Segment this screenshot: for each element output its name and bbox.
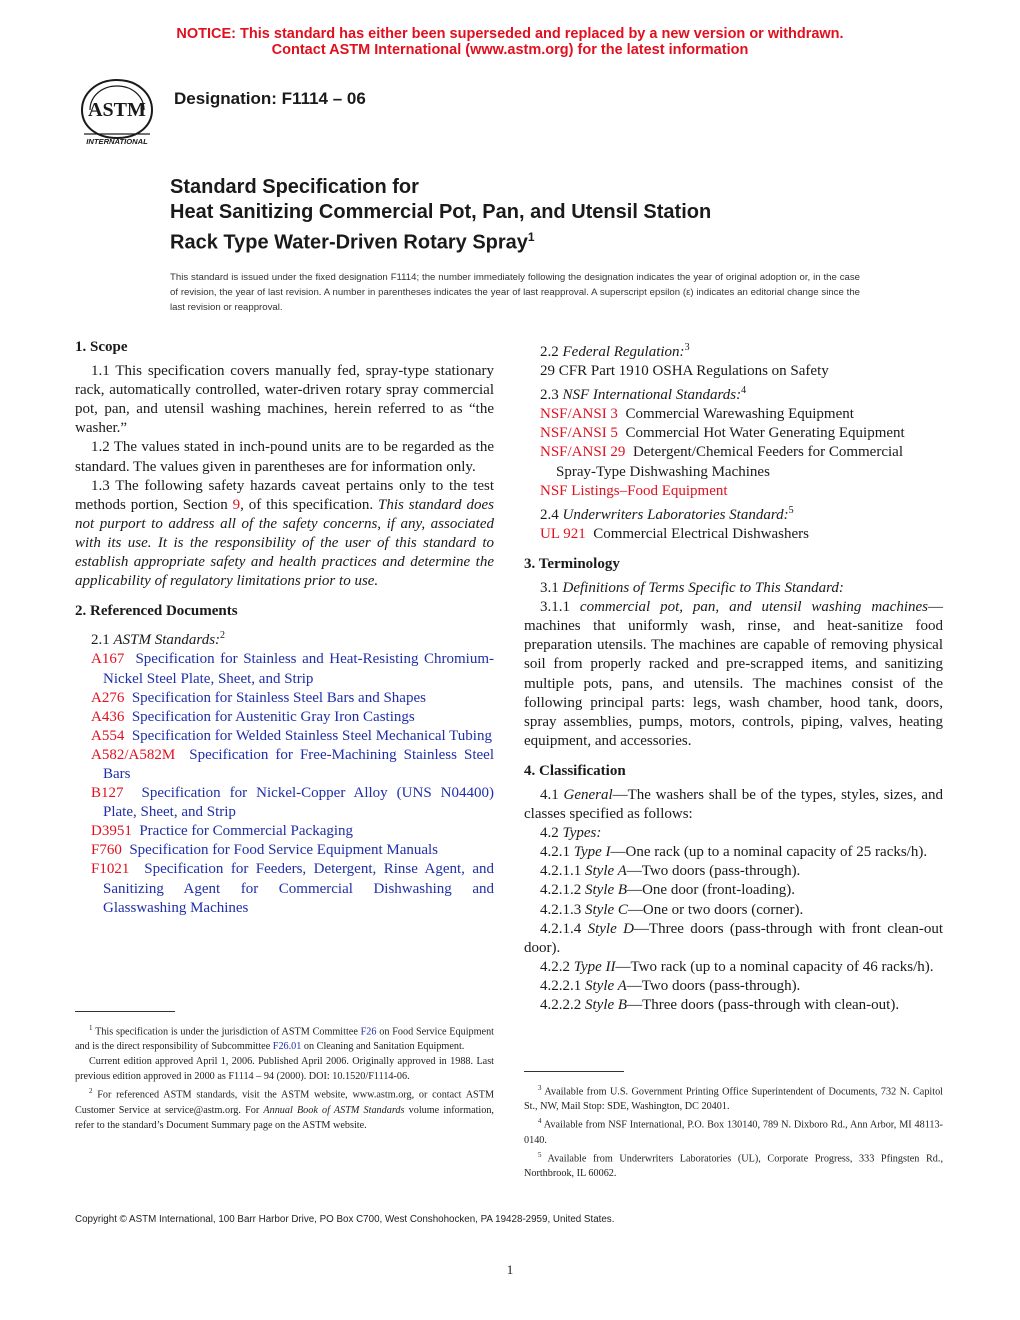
logo-subtext: INTERNATIONAL xyxy=(86,137,148,146)
title-line-3: Rack Type Water-Driven Rotary Spray xyxy=(170,231,528,254)
reference-title-link[interactable]: Specification for Nickel-Copper Alloy (UNS N04400) Plate, Sheet, and Strip xyxy=(103,785,494,821)
reference-code-link[interactable]: B127 xyxy=(91,785,124,802)
ul-921-link[interactable]: UL 921 xyxy=(540,525,586,542)
classification-item xyxy=(524,881,943,900)
classification-name: Style C xyxy=(585,901,628,918)
classification-item xyxy=(524,996,943,1015)
nsf-standards-list xyxy=(524,405,943,500)
classification-text: —One rack (up to a nominal capacity of 25 racks/h). xyxy=(610,844,928,861)
notice-line-2: Contact ASTM International (www.astm.org) for the latest information xyxy=(271,42,749,58)
reference-item xyxy=(75,746,494,784)
classification-item xyxy=(524,977,943,996)
section-9-link[interactable]: 9 xyxy=(232,496,241,513)
nsf-title: Detergent/Chemical Feeders for Commercial Spray-Type Dishwashing Machines xyxy=(556,444,903,480)
footnote-2: $^2$ For referenced ASTM standards, visit the ASTM website, www.astm.org, or contact ASTM Customer Service at service@astm.org. For Annual Book of ASTM Standards volume information, refer to the standard’s Document Summary page on the ASTM website. xyxy=(75,1087,494,1131)
classification-item xyxy=(524,843,943,862)
designation: Designation: F1114 – 06 xyxy=(174,89,366,108)
reference-title-link[interactable]: Practice for Commercial Packaging xyxy=(139,823,354,840)
classification-4-2: 4.2 Types: xyxy=(540,825,602,842)
title-footnote-ref: 1 xyxy=(527,230,535,244)
reference-title-link[interactable]: Specification for Stainless and Heat-Resisting Chromium-Nickel Steel Plate, Sheet, and Strip xyxy=(103,651,494,687)
classification-text: —Two doors (pass-through). xyxy=(626,863,801,880)
classification-text: —One door (front-loading). xyxy=(627,882,795,899)
logo-text: ASTM xyxy=(88,99,146,121)
reference-code-link[interactable]: A554 xyxy=(91,727,125,744)
scope-1-3: 1.3 The following safety hazards caveat pertains only to the test methods portion, Section 9, of this specification. This standard does not purport to address all of the safety concerns, if any, associated with its use. It is the responsibility of the user of this standard to establish appropriate safety and health practices and determine the applicability of regulatory limitations prior to use. xyxy=(75,477,494,590)
classification-types-list xyxy=(524,843,943,1015)
reference-code-link[interactable]: F1021 xyxy=(91,861,130,878)
federal-regulation-label: 2.2 Federal Regulation:$^3$ xyxy=(540,342,690,360)
footnote-divider-right xyxy=(524,1071,624,1072)
left-column xyxy=(75,338,494,918)
scope-1-1: 1.1 This specification covers manually fed, spray-type stationary rack, automatically controlled, water-driven rotary spray commercial pot, pan, and utensil washing machines, herein referred to as “the washer.” xyxy=(75,363,494,437)
footnote-divider-left xyxy=(75,1011,175,1012)
classification-name: Style D xyxy=(587,920,634,937)
footnote-3: $^3$ Available from U.S. Government Printing Office Superintendent of Documents, 732 N. Capitol St., NW, Mail Stop: SDE, Washington, DC 20401. xyxy=(524,1084,943,1113)
classification-number: 4.2.1.2 xyxy=(540,882,585,899)
terminology-heading: 3. Terminology xyxy=(524,555,620,572)
reference-item xyxy=(75,708,494,727)
astm-standards-list xyxy=(75,650,494,917)
footnote-1-edition: Current edition approved April 1, 2006. Published April 2006. Originally approved in 1988. Last previous edition approved in 2000 as F1114 – 94 (2000). DOI: 10.1520/F1114-06. xyxy=(75,1056,494,1083)
classification-text: —One or two doors (corner). xyxy=(627,901,804,918)
reference-title-link[interactable]: Specification for Food Service Equipment Manuals xyxy=(129,842,439,859)
classification-number: 4.2.1 xyxy=(540,844,574,861)
notice-line-1: NOTICE: This standard has either been superseded and replaced by a new version or withdrawn. xyxy=(176,26,844,42)
refdocs-heading: 2. Referenced Documents xyxy=(75,603,238,620)
reference-item xyxy=(75,784,494,822)
classification-number: 4.2.1.4 xyxy=(540,920,588,937)
classification-name: Type II xyxy=(573,958,616,975)
nsf-reference-item xyxy=(524,424,943,443)
reference-title-link[interactable]: Specification for Stainless Steel Bars and Shapes xyxy=(131,689,426,706)
classification-name: Style A xyxy=(585,977,627,994)
nsf-code-link[interactable]: NSF/ANSI 29 xyxy=(540,444,626,461)
reference-title-link[interactable]: Specification for Free-Machining Stainless Steel Bars xyxy=(103,746,494,782)
reference-code-link[interactable]: D3951 xyxy=(91,823,132,840)
nsf-code-link[interactable]: NSF/ANSI 3 xyxy=(540,406,618,423)
scope-1-2: 1.2 The values stated in inch-pound units are to be regarded as the standard. The values given in parentheses are for information only. xyxy=(75,439,494,475)
reference-code-link[interactable]: F760 xyxy=(91,842,122,859)
classification-name: Style B xyxy=(585,882,628,899)
copyright: Copyright © ASTM International, 100 Barr Harbor Drive, PO Box C700, West Conshohocken, PA 19428-2959, United States. xyxy=(75,1214,615,1225)
classification-item xyxy=(524,920,943,958)
classification-text: —Three doors (pass-through with clean-out). xyxy=(627,997,900,1013)
classification-number: 4.2.1.1 xyxy=(540,863,585,880)
terminology-3-1: 3.1 Definitions of Terms Specific to This Standard: xyxy=(540,580,844,597)
classification-text: —Three doors (pass-through with front clean-out door). xyxy=(524,920,944,956)
classification-number: 4.2.2.1 xyxy=(540,977,585,994)
nsf-standards-label: 2.3 NSF International Standards:$^4$ xyxy=(540,385,747,404)
footnotes-left xyxy=(75,1021,494,1133)
classification-item xyxy=(524,958,943,977)
f26-link[interactable]: F26 xyxy=(360,1026,377,1038)
classification-text: —Two doors (pass-through). xyxy=(626,977,801,994)
reference-item xyxy=(75,689,494,708)
reference-item xyxy=(75,822,494,841)
reference-code-link[interactable]: A276 xyxy=(91,689,125,706)
f26-01-link[interactable]: F26.01 xyxy=(272,1041,302,1053)
scope-heading: 1. Scope xyxy=(75,339,128,355)
reference-item xyxy=(75,650,494,688)
astm-logo xyxy=(76,74,158,146)
footnote-4: $^4$ Available from NSF International, P.O. Box 130140, 789 N. Dixboro Rd., Ann Arbor, MI 48113-0140. xyxy=(524,1117,943,1146)
nsf-reference-item xyxy=(524,405,943,424)
ul-921-reference: UL 921 Commercial Electrical Dishwashers xyxy=(540,525,809,542)
page-number: 1 xyxy=(506,1262,514,1277)
astm-standards-label: 2.1 ASTM Standards:$^2$ xyxy=(91,630,226,649)
classification-name: Style B xyxy=(585,997,628,1013)
classification-number: 4.2.2.2 xyxy=(540,997,585,1013)
withdrawal-notice xyxy=(0,26,1020,58)
nsf-title: Commercial Warewashing Equipment xyxy=(625,406,854,423)
reference-title-link[interactable]: Specification for Feeders, Detergent, Rinse Agent, and Sanitizing Agent for Commercial Dishwashing and Glasswashing Machines xyxy=(103,861,495,916)
reference-item xyxy=(75,841,494,860)
reference-item xyxy=(75,860,494,917)
classification-text: —Two rack (up to a nominal capacity of 46 racks/h). xyxy=(615,958,934,975)
classification-name: Type I xyxy=(573,844,611,861)
footnote-5: $^5$ Available from Underwriters Laboratories (UL), Corporate Progress, 333 Pfingsten Rd., Northbrook, IL 60062. xyxy=(524,1150,943,1180)
nsf-code-link[interactable]: NSF/ANSI 5 xyxy=(540,425,618,442)
nsf-code-link[interactable]: NSF Listings–Food Equipment xyxy=(540,482,728,499)
title-line-1: Standard Specification for xyxy=(170,176,419,198)
ul-standard-label: 2.4 Underwriters Laboratories Standard:$^5$ xyxy=(540,504,794,523)
classification-item xyxy=(524,901,943,920)
standard-intro: This standard is issued under the fixed designation F1114; the number immediately following the designation indicates the year of original adoption or, in the case of revision, the year of last revision. A number in parentheses indicates the year of last reapproval. A superscript epsilon (ε) indicates an editorial change since the last revision or reapproval. xyxy=(170,272,860,313)
nsf-title: Commercial Hot Water Generating Equipment xyxy=(625,425,905,442)
reference-title-link[interactable]: Specification for Austenitic Gray Iron Castings xyxy=(131,708,415,725)
footnote-1: $^1$ This specification is under the jurisdiction of ASTM Committee F26 on Food Service Equipment and is the direct responsibility of Subcommittee F26.01 on Cleaning and Sanitation Equipment. xyxy=(75,1024,494,1053)
reference-code-link[interactable]: A582/A582M xyxy=(91,746,176,763)
right-column xyxy=(524,338,943,1015)
terminology-3-1-1: 3.1.1 commercial pot, pan, and utensil washing machines—machines that uniformly wash, rinse, and heat-sanitize food preparation utensils. The machines are capable of removing physical soil from properly racked and pre-scrapped items, and sanitizing multiple pots, pans, and utensils. The machines consist of the following principal parts: legs, wash chamber, hood tank, doors, spray assemblies, pumps, motors, controls, piping, valves, heating equipment, and accessories. xyxy=(524,599,943,749)
reference-title-link[interactable]: Specification for Welded Stainless Steel Mechanical Tubing xyxy=(131,727,492,744)
reference-item xyxy=(75,727,494,746)
nsf-reference-item xyxy=(524,482,943,501)
title-line-2: Heat Sanitizing Commercial Pot, Pan, and Utensil Station xyxy=(170,201,712,223)
reference-code-link[interactable]: A167 xyxy=(91,651,125,668)
classification-number: 4.2.2 xyxy=(540,958,574,975)
cfr-reference: 29 CFR Part 1910 OSHA Regulations on Safety xyxy=(540,363,829,380)
reference-code-link[interactable]: A436 xyxy=(91,708,125,725)
classification-4-1: 4.1 General—The washers shall be of the types, styles, sizes, and classes specified as follows: xyxy=(524,786,944,823)
classification-name: Style A xyxy=(585,863,627,880)
classification-item xyxy=(524,862,943,881)
document-title xyxy=(170,175,930,256)
footnotes-right xyxy=(524,1081,943,1181)
nsf-reference-item xyxy=(524,443,943,481)
classification-heading: 4. Classification xyxy=(524,762,626,779)
classification-number: 4.2.1.3 xyxy=(540,901,585,918)
